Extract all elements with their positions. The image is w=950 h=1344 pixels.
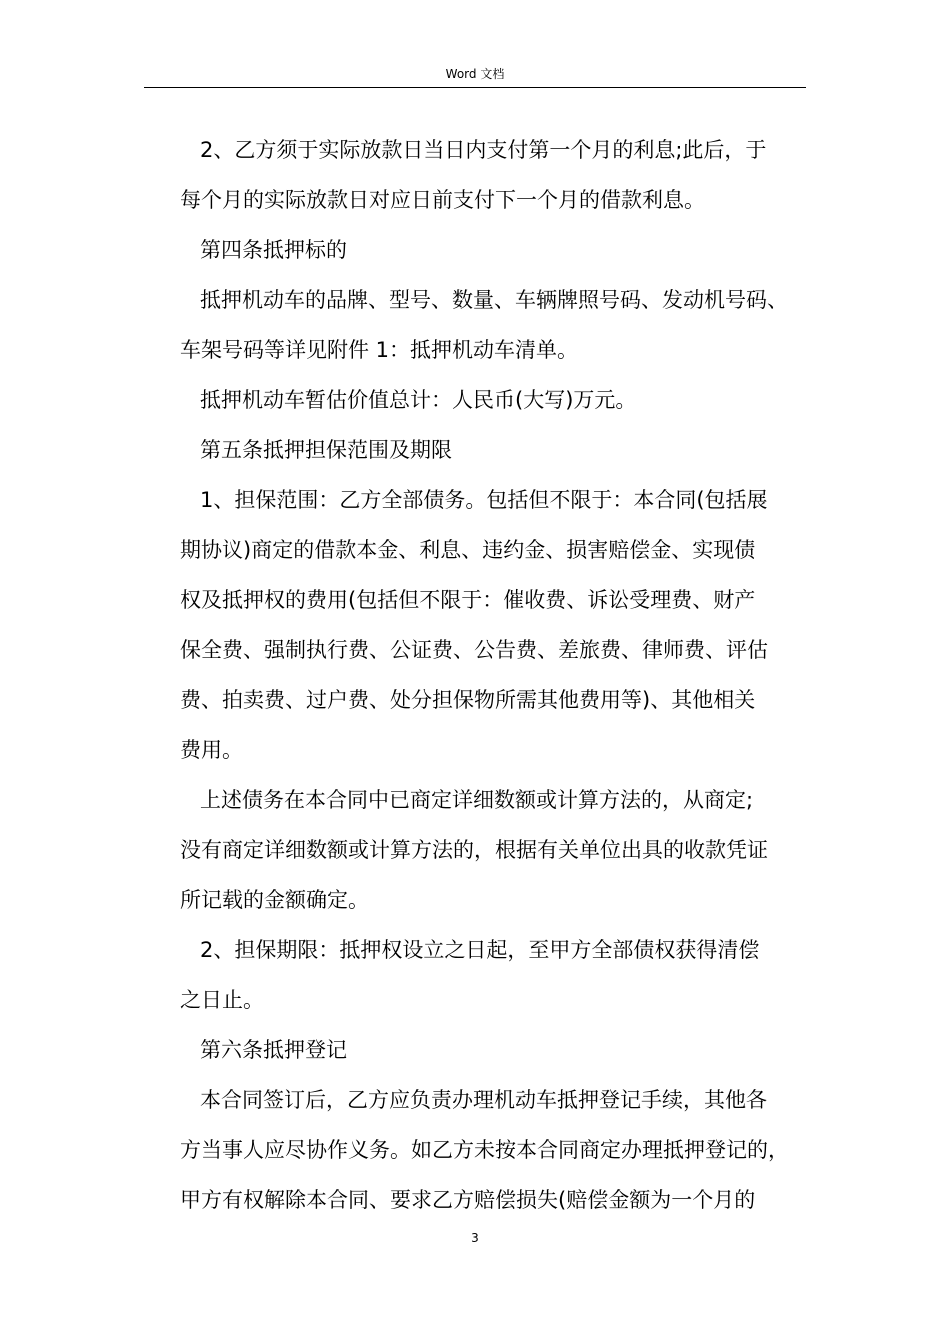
header-divider [144,87,806,88]
paragraph-line: 费、拍卖费、过户费、处分担保物所需其他费用等)、其他相关 [180,688,756,712]
paragraph-line: 所记载的金额确定。 [180,888,369,912]
paragraph-line: 2、担保期限：抵押权设立之日起，至甲方全部债权获得清偿 [200,938,760,962]
paragraph-line: 期协议)商定的借款本金、利息、违约金、损害赔偿金、实现债 [180,538,756,562]
paragraph-line: 抵押机动车暂估价值总计：人民币(大写)万元。 [200,388,637,412]
paragraph-line: 1、担保范围：乙方全部债务。包括但不限于：本合同(包括展 [200,488,768,512]
paragraph-line: 上述债务在本合同中已商定详细数额或计算方法的，从商定; [200,788,754,812]
paragraph-line: 方当事人应尽协作义务。如乙方未按本合同商定办理抵押登记的， [180,1138,789,1162]
section-heading: 第五条抵押担保范围及期限 [200,438,452,462]
section-heading: 第四条抵押标的 [200,238,347,262]
paragraph-line: 保全费、强制执行费、公证费、公告费、差旅费、律师费、评估 [180,638,768,662]
paragraph-line: 车架号码等详见附件 1：抵押机动车清单。 [180,338,579,362]
paragraph-line: 费用。 [180,738,243,762]
page-number: 3 [471,1231,479,1245]
page-header: Word 文档 [445,67,505,81]
paragraph-line: 每个月的实际放款日对应日前支付下一个月的借款利息。 [180,188,705,212]
section-heading: 第六条抵押登记 [200,1038,347,1062]
paragraph-line: 抵押机动车的品牌、型号、数量、车辆牌照号码、发动机号码、 [200,288,788,312]
paragraph-line: 权及抵押权的费用(包括但不限于：催收费、诉讼受理费、财产 [180,588,756,612]
paragraph-line: 没有商定详细数额或计算方法的，根据有关单位出具的收款凭证 [180,838,768,862]
paragraph-line: 之日止。 [180,988,264,1012]
paragraph-line: 本合同签订后，乙方应负责办理机动车抵押登记手续，其他各 [200,1088,767,1112]
paragraph-line: 甲方有权解除本合同、要求乙方赔偿损失(赔偿金额为一个月的 [180,1188,756,1212]
paragraph-line: 2、乙方须于实际放款日当日内支付第一个月的利息;此后，于 [200,138,767,162]
document-body [180,125,815,1225]
